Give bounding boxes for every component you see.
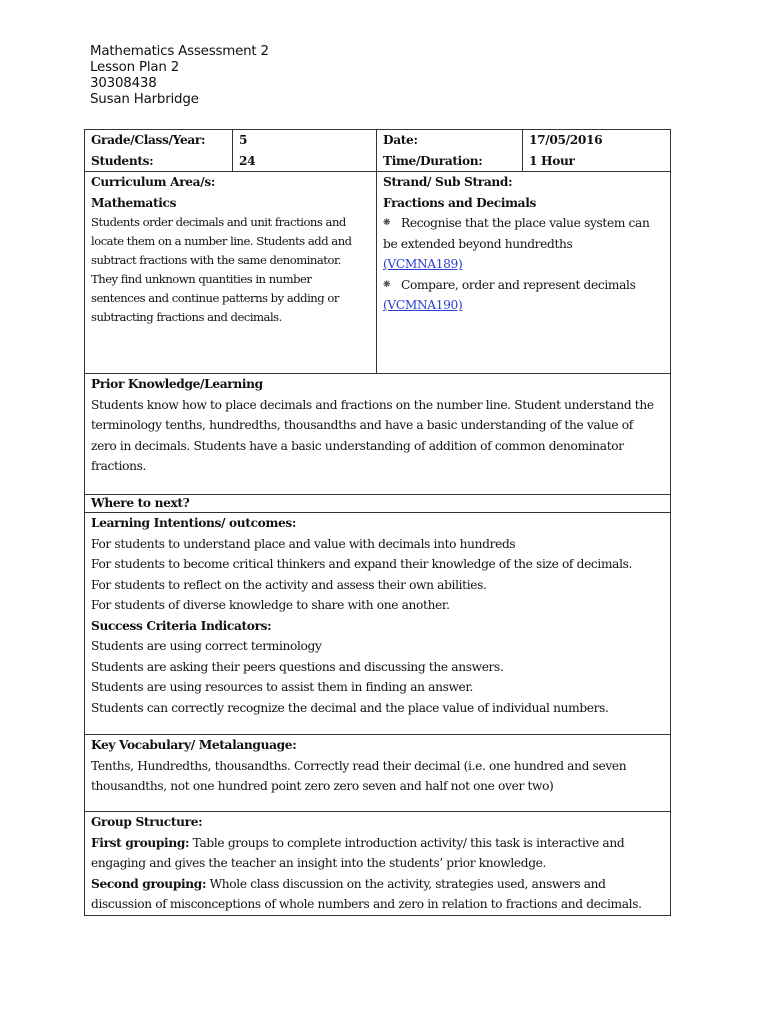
text-line: Students are using correct terminology: [91, 639, 322, 653]
curriculum-row: [85, 172, 671, 374]
curriculum-cell: [85, 172, 377, 374]
date-value: 17/05/2016: [529, 133, 603, 147]
text-line: Students are asking their peers questions and discussing the answers.: [91, 659, 504, 674]
info-row: [85, 130, 671, 172]
text-line: For students to reflect on the activity and assess their own abilities.: [91, 577, 487, 592]
where-next-heading: Where to next?: [91, 496, 190, 510]
students-value: 24: [239, 153, 256, 168]
text-line: sentences and continue patterns by adding or: [91, 291, 339, 305]
student-id: 30308438: [90, 76, 157, 91]
text-line: engaging and gives the teacher an insight into the students’ prior knowledge.: [91, 856, 547, 870]
second-grouping-text: Whole class discussion on the activity, strategies used, answers and: [206, 876, 606, 891]
group-structure-cell: [85, 812, 671, 916]
curriculum-heading: Curriculum Area/s:: [91, 175, 215, 189]
first-grouping-label: First grouping:: [91, 835, 190, 850]
strand-item-text: Recognise that the place value system can: [401, 216, 650, 230]
date-label: Date:: [383, 133, 418, 147]
text-line: Tenths, Hundredths, thousandths. Correctly read their decimal (i.e. one hundred and seven: [91, 758, 627, 773]
where-next-row: [85, 495, 671, 513]
strand-item-text: Compare, order and represent decimals: [401, 277, 636, 292]
grade-students-values: [233, 130, 377, 172]
text-line: For students of diverse knowledge to share with one another.: [91, 598, 450, 612]
curriculum-code-link-vcmna189[interactable]: (VCMNA189): [383, 257, 463, 271]
text-line: terminology tenths, hundredths, thousandths and have a basic understanding of the value of: [91, 418, 633, 432]
strand-code-2-wrap: [383, 295, 664, 316]
text-line: locate them on a number line. Students add and: [91, 234, 352, 248]
curriculum-code-link-vcmna190[interactable]: (VCMNA190): [383, 298, 463, 312]
text-line: thousandths, not one hundred point zero zero seven and half not one over two): [91, 779, 554, 793]
strand-item-1: [383, 213, 664, 234]
grade-label: Grade/Class/Year:: [91, 133, 206, 147]
strand-item-1-cont: be extended beyond hundredths: [383, 236, 573, 251]
group-heading: Group Structure:: [91, 815, 203, 829]
students-label: Students:: [91, 153, 154, 168]
first-grouping-text: Table groups to complete introduction activity/ this task is interactive and: [189, 835, 625, 850]
second-grouping-label: Second grouping:: [91, 876, 207, 891]
where-next-cell: [85, 495, 671, 513]
intentions-heading: Learning Intentions/ outcomes:: [91, 516, 297, 530]
text-line: zero in decimals. Students have a basic understanding of addition of common denominator: [91, 438, 624, 453]
curriculum-description: [91, 213, 370, 327]
prior-knowledge-row: [85, 374, 671, 495]
lesson-plan-table: [84, 129, 671, 916]
intentions-cell: [85, 513, 671, 735]
document-header: [90, 44, 269, 108]
bullet-icon: ❋: [383, 218, 391, 228]
vocabulary-row: [85, 735, 671, 812]
text-line: For students to understand place and value with decimals into hundreds: [91, 536, 516, 551]
grade-value: 5: [239, 133, 248, 147]
bullet-icon: ❋: [383, 279, 391, 290]
first-grouping: [91, 833, 664, 854]
strand-heading: Strand/ Sub Strand:: [383, 175, 513, 189]
author-name: Susan Harbridge: [90, 92, 199, 107]
curriculum-subject: Mathematics: [91, 195, 177, 210]
grade-students-labels: [85, 130, 233, 172]
text-line: They find unknown quantities in number: [91, 272, 312, 286]
strand-subheading: Fractions and Decimals: [383, 195, 537, 210]
vocabulary-heading: Key Vocabulary/ Metalanguage:: [91, 738, 297, 752]
assessment-title: Mathematics Assessment 2: [90, 44, 269, 59]
text-line: subtracting fractions and decimals.: [91, 310, 282, 324]
text-line: For students to become critical thinkers and expand their knowledge of the size of decimals.: [91, 557, 633, 571]
text-line: subtract fractions with the same denominator.: [91, 253, 341, 267]
time-label: Time/Duration:: [383, 153, 483, 168]
text-line: Students are using resources to assist them in finding an answer.: [91, 680, 474, 694]
prior-knowledge-cell: [85, 374, 671, 495]
strand-code-1-wrap: [383, 254, 664, 275]
success-heading: Success Criteria Indicators:: [91, 618, 272, 633]
text-line: discussion of misconceptions of whole numbers and zero in relation to fractions and decimals.: [91, 897, 642, 911]
time-value: 1 Hour: [529, 153, 575, 168]
prior-heading: Prior Knowledge/Learning: [91, 377, 263, 391]
lesson-plan-label: Lesson Plan 2: [90, 60, 180, 75]
text-line: Students order decimals and unit fractions and: [91, 215, 346, 229]
group-structure-row: [85, 812, 671, 916]
strand-item-2: [383, 275, 664, 296]
text-line: Students know how to place decimals and fractions on the number line. Student understand the: [91, 397, 654, 412]
text-line: fractions.: [91, 459, 147, 473]
strand-cell: [377, 172, 671, 374]
date-time-labels: [377, 130, 523, 172]
intentions-row: [85, 513, 671, 735]
text-line: Students can correctly recognize the decimal and the place value of individual numbers.: [91, 700, 609, 715]
date-time-values: [523, 130, 671, 172]
vocabulary-cell: [85, 735, 671, 812]
second-grouping: [91, 874, 664, 895]
